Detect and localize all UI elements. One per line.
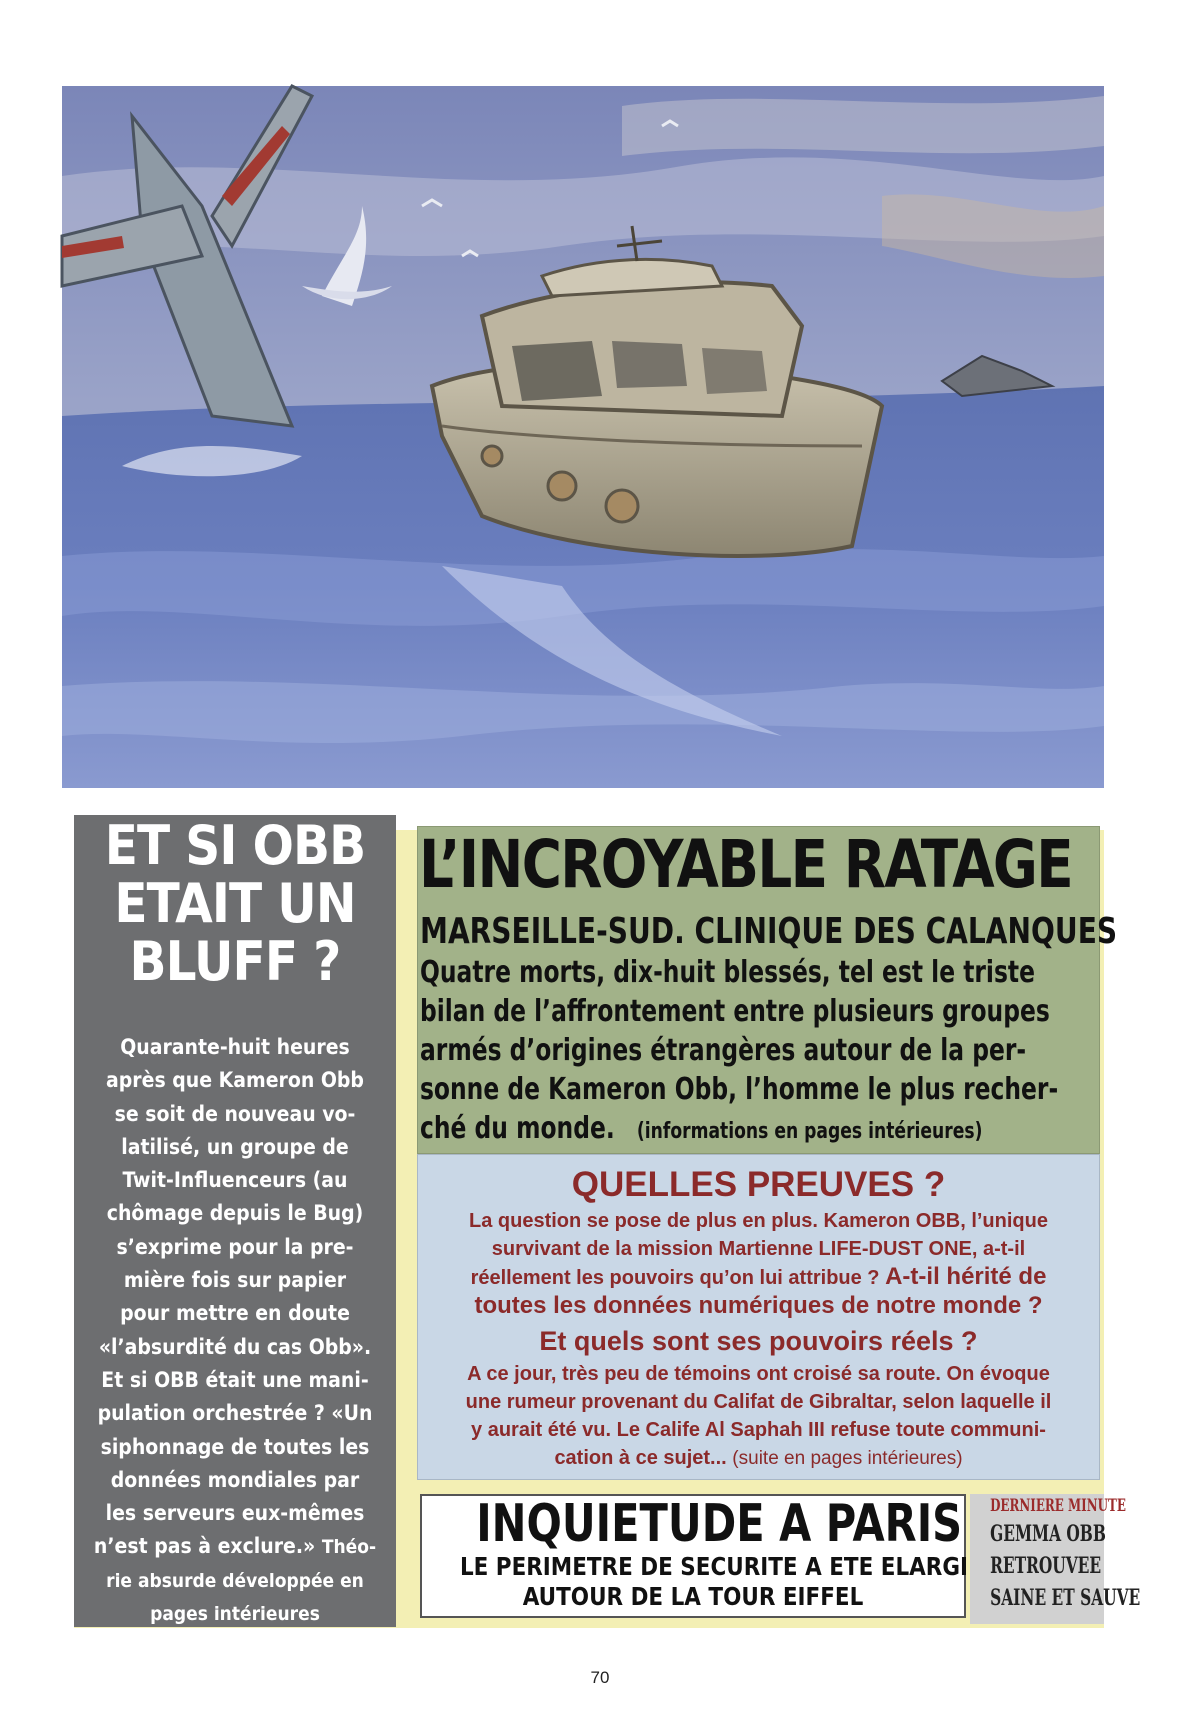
left-body-line: «l’absurdité du cas Obb». bbox=[98, 1334, 372, 1359]
left-body-small-line: pages intérieures bbox=[150, 1603, 320, 1626]
green-body-line: sonne de Kameron Obb, l’homme le plus recher- bbox=[420, 1072, 1059, 1107]
blue-article-title: QUELLES PREUVES ? bbox=[571, 1165, 946, 1204]
green-body-line: Quatre morts, dix-huit blessés, tel est le triste bbox=[420, 955, 1035, 990]
blue-para-last: cation à ce sujet... bbox=[554, 1447, 727, 1469]
blue-para-line bbox=[418, 1263, 1099, 1292]
left-body-line: latilisé, un groupe de bbox=[121, 1134, 349, 1159]
left-headline-line: ET SI OBB bbox=[104, 814, 366, 877]
green-article-body bbox=[420, 953, 1099, 1151]
cover-illustration bbox=[62, 86, 1104, 788]
left-body-line: Quarante-huit heures bbox=[120, 1035, 350, 1059]
blue-para-line: A ce jour, très peu de témoins ont croisé sa route. On évoque bbox=[467, 1363, 1050, 1385]
paris-article-box bbox=[420, 1494, 966, 1618]
left-body-line: les serveurs eux-mêmes bbox=[105, 1501, 365, 1526]
left-body-line: Twit-Influenceurs (au bbox=[122, 1168, 348, 1193]
green-body-line: bilan de l’affrontement entre plusieurs groupes bbox=[420, 994, 1050, 1029]
green-body-note: (informations en pages intérieures) bbox=[636, 1119, 983, 1144]
last-minute-line: RETROUVEE bbox=[990, 1553, 1102, 1579]
last-minute-line: GEMMA OBB bbox=[990, 1521, 1106, 1547]
left-body-quote-end: n’est pas à exclure.» bbox=[93, 1534, 316, 1559]
paris-article-line: LE PERIMETRE DE SECURITE A ETE ELARGI bbox=[459, 1552, 968, 1581]
blue-para-line bbox=[418, 1444, 1099, 1473]
left-headline bbox=[90, 814, 380, 993]
sea-scene-illustration-icon bbox=[62, 86, 1104, 788]
left-body-line: pulation orchestrée ? «Un bbox=[97, 1401, 373, 1426]
left-body-line: siphonnage de toutes les bbox=[100, 1434, 370, 1459]
left-body-line: Et si OBB était une mani- bbox=[101, 1367, 369, 1392]
blue-para-big: A-t-il hérité de bbox=[885, 1263, 1047, 1290]
left-body-tail: Théo- bbox=[321, 1536, 377, 1559]
paris-article-line: AUTOUR DE LA TOUR EIFFEL bbox=[522, 1582, 864, 1611]
blue-para-note: (suite en pages intérieures) bbox=[732, 1448, 963, 1469]
left-body-line: pour mettre en doute bbox=[120, 1301, 350, 1326]
paris-article-title: INQUIETUDE A PARIS bbox=[476, 1494, 963, 1554]
green-article-subtitle: MARSEILLE-SUD. CLINIQUE DES CALANQUES bbox=[420, 911, 1118, 952]
left-body-line: s’exprime pour la pre- bbox=[116, 1234, 354, 1259]
green-body-line: armés d’origines étrangères autour de la per- bbox=[420, 1033, 1027, 1068]
page-number: 70 bbox=[590, 1668, 610, 1687]
last-minute-label: DERNIERE MINUTE bbox=[990, 1496, 1126, 1516]
left-body-line: se soit de nouveau vo- bbox=[114, 1101, 356, 1126]
blue-para-small: réellement les pouvoirs qu’on lui attribue ? bbox=[470, 1267, 880, 1289]
left-body-line: après que Kameron Obb bbox=[106, 1068, 364, 1093]
blue-para-line: une rumeur provenant du Califat de Gibraltar, selon laquelle il bbox=[465, 1391, 1052, 1413]
blue-article-subtitle: Et quels sont ses pouvoirs réels ? bbox=[539, 1326, 978, 1356]
green-body-line bbox=[420, 1109, 1099, 1151]
left-column-article bbox=[74, 815, 396, 1627]
last-minute-box bbox=[970, 1494, 1141, 1624]
blue-article-box bbox=[417, 1154, 1100, 1480]
blue-para-line: La question se pose de plus en plus. Kameron OBB, l’unique bbox=[469, 1210, 1048, 1232]
blue-para-line: survivant de la mission Martienne LIFE-DUST ONE, a-t-il bbox=[491, 1238, 1026, 1260]
last-minute-line: SAINE ET SAUVE bbox=[990, 1585, 1141, 1611]
left-body-line bbox=[80, 1530, 390, 1564]
left-body-line: mière fois sur papier bbox=[123, 1268, 347, 1293]
left-body-line: données mondiales par bbox=[110, 1467, 360, 1492]
left-headline-line: BLUFF ? bbox=[129, 930, 341, 993]
left-body-line: chômage depuis le Bug) bbox=[106, 1201, 364, 1226]
left-article-body bbox=[74, 1031, 396, 1631]
green-article-box bbox=[417, 826, 1118, 1154]
green-body-last: ché du monde. bbox=[420, 1111, 615, 1146]
green-article-title: L’INCROYABLE RATAGE bbox=[419, 826, 1073, 903]
left-headline-line: ETAIT UN bbox=[114, 872, 356, 935]
left-body-small-line: rie absurde développée en bbox=[106, 1569, 364, 1592]
blue-para-big-line: toutes les données numériques de notre monde ? bbox=[474, 1292, 1043, 1319]
blue-para-line: y aurait été vu. Le Calife Al Saphah III refuse toute communi- bbox=[471, 1419, 1046, 1441]
